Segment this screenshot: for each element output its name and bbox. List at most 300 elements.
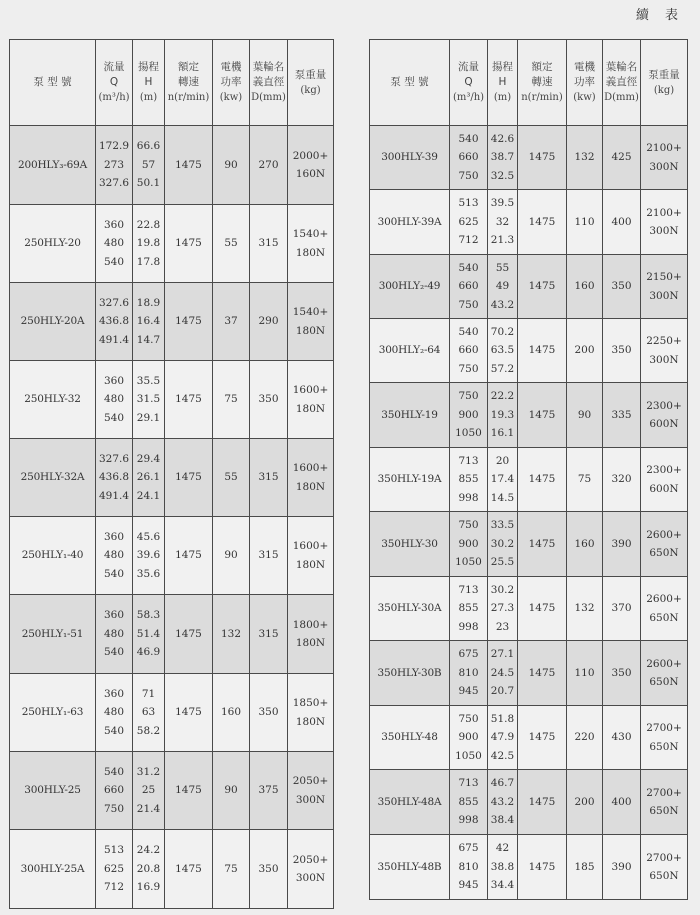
weight-value: 2300+	[646, 399, 682, 412]
head-cell	[133, 830, 165, 909]
weight-value: 300N	[649, 160, 679, 173]
flow-value: 750	[458, 298, 479, 311]
power-value: 90	[224, 549, 238, 562]
flow-value: 660	[458, 280, 479, 293]
weight-value: 160N	[295, 168, 326, 180]
weight-cell	[641, 448, 688, 512]
speed-value: 1475	[528, 215, 556, 228]
speed-value: 1475	[175, 627, 202, 640]
speed-cell	[518, 706, 567, 770]
pump-model-cell	[10, 517, 96, 595]
flow-value: 713	[458, 454, 479, 467]
power-cell	[567, 835, 603, 900]
impeller-cell	[250, 283, 288, 361]
weight-value: 180N	[295, 558, 326, 571]
pump-model: 300HLY₂-49	[378, 280, 441, 293]
pump-model-cell	[370, 512, 450, 577]
speed-value: 1475	[175, 158, 202, 171]
table-row	[370, 641, 688, 706]
power-cell	[567, 255, 603, 319]
flow-value: 998	[458, 814, 479, 827]
power-value: 200	[574, 795, 595, 808]
head-value: 71	[141, 687, 156, 700]
power-cell	[213, 439, 250, 517]
head-cell	[133, 283, 165, 361]
header-model-line: 泵 型 號	[390, 76, 429, 88]
flow-value: 491.4	[98, 489, 130, 502]
flow-value: 998	[458, 491, 479, 504]
speed-cell	[165, 283, 213, 361]
speed-value: 1475	[528, 795, 556, 808]
head-value: 26.1	[136, 471, 161, 484]
weight-cell	[641, 641, 688, 706]
impeller-cell	[250, 205, 288, 283]
flow-value: 712	[458, 234, 479, 247]
weight-value: 300N	[649, 289, 679, 302]
pump-model-cell	[370, 641, 450, 706]
speed-cell	[165, 126, 213, 205]
head-value: 21.3	[490, 234, 515, 247]
flow-value: 480	[103, 549, 125, 562]
header-speed-line: 轉速	[178, 76, 199, 88]
speed-cell	[165, 752, 213, 830]
flow-value: 172.9	[98, 140, 130, 153]
pump-model-cell	[10, 361, 96, 439]
header-weight	[641, 40, 688, 126]
impeller-value: 270	[258, 158, 279, 171]
power-value: 55	[224, 237, 238, 250]
head-cell	[488, 641, 518, 706]
head-value: 43.2	[490, 298, 515, 311]
pump-model-cell	[10, 830, 96, 909]
weight-cell	[288, 517, 334, 595]
header-power-line: 功率	[574, 76, 595, 88]
impeller-cell	[250, 439, 288, 517]
impeller-value: 350	[611, 666, 632, 679]
flow-value: 713	[458, 583, 479, 596]
weight-value: 180N	[295, 480, 326, 493]
speed-value: 1475	[528, 860, 556, 873]
header-speed-line: n(r/min)	[521, 92, 563, 103]
flow-cell	[450, 126, 488, 190]
table-row	[10, 205, 334, 283]
speed-value: 1475	[528, 151, 556, 164]
flow-value: 945	[458, 685, 479, 698]
head-value: 58.3	[136, 609, 161, 622]
impeller-cell	[250, 361, 288, 439]
flow-value: 1050	[455, 556, 482, 569]
table-row	[370, 512, 688, 577]
flow-value: 540	[103, 646, 125, 659]
head-value: 27.1	[490, 648, 515, 661]
speed-value: 1475	[175, 315, 202, 328]
head-value: 70.2	[490, 325, 515, 338]
speed-cell	[165, 205, 213, 283]
table-row	[370, 126, 688, 190]
table-row	[10, 361, 334, 439]
head-cell	[488, 383, 518, 448]
impeller-value: 290	[258, 315, 279, 328]
head-value: 38.7	[490, 151, 515, 164]
speed-value: 1475	[175, 237, 202, 250]
pump-model-cell	[370, 706, 450, 770]
pump-spec-table-left	[9, 39, 334, 909]
impeller-value: 315	[258, 549, 279, 562]
impeller-value: 315	[258, 237, 279, 250]
speed-value: 1475	[175, 549, 202, 562]
power-value: 160	[574, 280, 595, 293]
pump-spec-table-right	[369, 39, 688, 900]
pump-model: 300HLY-25A	[20, 862, 85, 875]
flow-value: 675	[458, 648, 479, 661]
flow-value: 360	[103, 530, 125, 543]
flow-value: 513	[458, 197, 479, 210]
weight-value: 180N	[295, 246, 326, 259]
head-value: 38.8	[490, 860, 515, 873]
weight-cell	[641, 126, 688, 190]
flow-value: 750	[458, 712, 479, 725]
pump-model: 350HLY-48B	[377, 860, 442, 873]
impeller-cell	[250, 830, 288, 909]
head-value: 32	[495, 215, 510, 228]
flow-value: 810	[458, 860, 479, 873]
header-power-line: 功率	[220, 76, 242, 88]
flow-value: 436.8	[98, 315, 130, 328]
impeller-value: 375	[258, 784, 279, 797]
power-cell	[213, 283, 250, 361]
weight-cell	[288, 595, 334, 674]
flow-value: 750	[458, 169, 479, 182]
speed-value: 1475	[175, 862, 202, 875]
weight-value: 2700+	[646, 786, 682, 799]
power-cell	[567, 641, 603, 706]
impeller-value: 425	[611, 151, 632, 164]
pump-model: 250HLY-32	[24, 393, 81, 406]
power-value: 160	[220, 706, 242, 719]
pump-model-cell	[10, 752, 96, 830]
flow-value: 675	[458, 842, 479, 855]
head-cell	[488, 319, 518, 383]
impeller-cell	[250, 752, 288, 830]
weight-cell	[641, 706, 688, 770]
impeller-value: 350	[258, 393, 279, 406]
power-cell	[213, 205, 250, 283]
head-value: 17.8	[136, 255, 161, 268]
head-cell	[133, 517, 165, 595]
impeller-cell	[250, 126, 288, 205]
weight-value: 2100+	[646, 142, 682, 154]
continued-label: 續 表	[635, 8, 684, 23]
speed-value: 1475	[528, 344, 556, 357]
flow-cell	[450, 706, 488, 770]
power-cell	[567, 706, 603, 770]
table-row	[370, 319, 688, 383]
power-cell	[213, 595, 250, 674]
flow-value: 360	[103, 374, 125, 387]
impeller-cell	[603, 512, 641, 577]
flow-cell	[96, 517, 133, 595]
impeller-cell	[250, 517, 288, 595]
flow-value: 436.8	[98, 471, 130, 484]
table-row	[370, 835, 688, 900]
head-value: 31.5	[136, 393, 161, 406]
impeller-value: 370	[611, 602, 632, 615]
flow-value: 900	[458, 731, 479, 744]
header-flow-line: (m³/h)	[452, 92, 485, 103]
power-value: 75	[577, 473, 592, 486]
power-cell	[567, 512, 603, 577]
head-value: 19.8	[136, 237, 161, 250]
weight-value: 2700+	[646, 851, 682, 864]
speed-value: 1475	[528, 408, 556, 421]
speed-cell	[518, 190, 567, 255]
weight-cell	[641, 577, 688, 641]
impeller-value: 430	[611, 731, 632, 744]
power-value: 75	[224, 862, 238, 875]
power-cell	[567, 383, 603, 448]
pump-model: 250HLY₁-63	[21, 706, 84, 719]
power-cell	[213, 517, 250, 595]
speed-cell	[518, 512, 567, 577]
impeller-cell	[603, 770, 641, 835]
flow-value: 540	[103, 765, 125, 778]
power-cell	[213, 126, 250, 205]
speed-value: 1475	[528, 280, 556, 293]
table-row	[10, 517, 334, 595]
weight-value: 2700+	[646, 722, 682, 734]
head-value: 23	[495, 620, 510, 633]
pump-model: 350HLY-19	[381, 408, 438, 421]
speed-value: 1475	[528, 537, 556, 550]
flow-cell	[96, 752, 133, 830]
flow-value: 945	[458, 879, 479, 892]
weight-value: 650N	[649, 805, 679, 817]
pump-model: 300HLY-39A	[377, 215, 442, 228]
head-value: 47.9	[490, 731, 515, 744]
flow-value: 855	[458, 602, 479, 615]
flow-value: 480	[103, 706, 125, 719]
header-head	[133, 40, 165, 126]
head-value: 21.4	[136, 802, 161, 815]
head-value: 27.3	[490, 602, 515, 615]
header-weight	[288, 40, 334, 126]
head-value: 49	[495, 280, 510, 293]
header-speed	[518, 40, 567, 126]
head-value: 57.2	[490, 362, 515, 375]
weight-value: 650N	[649, 676, 679, 688]
header-head-line: 揚程	[492, 61, 513, 73]
pump-model-cell	[370, 383, 450, 448]
head-value: 63	[141, 706, 156, 719]
head-value: 14.7	[136, 333, 161, 346]
impeller-value: 400	[611, 795, 632, 808]
flow-value: 327.6	[98, 452, 130, 465]
weight-cell	[288, 361, 334, 439]
flow-cell	[450, 512, 488, 577]
head-cell	[133, 126, 165, 205]
head-cell	[488, 448, 518, 512]
flow-cell	[96, 674, 133, 752]
head-cell	[133, 595, 165, 674]
weight-value: 2600+	[646, 593, 682, 605]
header-power	[567, 40, 603, 126]
flow-value: 750	[458, 519, 479, 532]
head-value: 43.2	[490, 795, 515, 808]
flow-cell	[96, 439, 133, 517]
flow-value: 660	[103, 784, 125, 797]
weight-value: 180N	[295, 715, 326, 728]
impeller-cell	[603, 448, 641, 512]
power-value: 110	[574, 215, 595, 228]
flow-value: 540	[458, 132, 479, 145]
head-value: 35.5	[136, 374, 161, 387]
header-head-line: 揚程	[138, 61, 159, 73]
power-value: 220	[574, 731, 595, 744]
flow-value: 513	[103, 844, 125, 857]
weight-cell	[641, 255, 688, 319]
speed-value: 1475	[528, 666, 556, 679]
impeller-value: 335	[611, 408, 632, 421]
header-flow-line: (m³/h)	[98, 92, 130, 103]
head-value: 22.8	[136, 218, 161, 231]
speed-cell	[518, 319, 567, 383]
impeller-cell	[603, 319, 641, 383]
power-value: 90	[577, 408, 592, 421]
weight-cell	[288, 830, 334, 909]
impeller-cell	[603, 126, 641, 190]
head-cell	[488, 835, 518, 900]
header-head-line: H	[144, 76, 153, 88]
flow-value: 712	[103, 881, 125, 894]
weight-cell	[641, 383, 688, 448]
head-value: 20.7	[490, 685, 515, 698]
power-cell	[213, 830, 250, 909]
header-impeller-line: 義直徑	[605, 76, 638, 88]
impeller-cell	[603, 641, 641, 706]
flow-value: 1050	[455, 427, 482, 440]
head-value: 31.2	[136, 765, 161, 778]
pump-model: 350HLY-30A	[377, 602, 442, 615]
speed-value: 1475	[175, 784, 202, 797]
weight-value: 300N	[295, 872, 326, 884]
header-flow	[450, 40, 488, 126]
header-impeller-line: D(mm)	[604, 92, 639, 103]
power-value: 160	[574, 537, 595, 550]
power-value: 110	[574, 666, 595, 679]
header-power	[213, 40, 250, 126]
weight-value: 600N	[649, 418, 679, 430]
weight-value: 1540+	[292, 228, 329, 240]
impeller-value: 390	[611, 860, 632, 873]
power-cell	[213, 752, 250, 830]
flow-cell	[450, 770, 488, 835]
flow-value: 480	[103, 393, 125, 406]
head-cell	[488, 770, 518, 835]
impeller-value: 400	[611, 215, 632, 228]
weight-value: 600N	[649, 482, 679, 495]
weight-cell	[288, 439, 334, 517]
flow-value: 491.4	[98, 333, 130, 346]
head-value: 32.5	[490, 169, 515, 182]
pump-model: 250HLY₁-51	[21, 627, 84, 640]
table-row	[370, 190, 688, 255]
head-value: 25	[141, 784, 156, 797]
weight-value: 1540+	[292, 306, 329, 318]
pump-model-cell	[10, 126, 96, 205]
table-row	[370, 255, 688, 319]
header-impeller	[603, 40, 641, 126]
flow-cell	[96, 205, 133, 283]
pump-model-cell	[10, 283, 96, 361]
header-speed	[165, 40, 213, 126]
head-value: 17.4	[490, 473, 515, 486]
flow-value: 273	[103, 158, 125, 171]
speed-value: 1475	[175, 393, 202, 406]
flow-value: 1050	[455, 749, 482, 762]
speed-cell	[165, 830, 213, 909]
power-cell	[567, 126, 603, 190]
head-value: 24.5	[490, 666, 515, 679]
pump-model-cell	[370, 577, 450, 641]
header-weight-line: (kg)	[300, 84, 321, 96]
pump-model: 350HLY-30	[381, 537, 438, 550]
flow-value: 750	[458, 390, 479, 403]
head-value: 20.8	[136, 862, 161, 875]
flow-value: 900	[458, 537, 479, 550]
flow-cell	[96, 595, 133, 674]
weight-value: 300N	[649, 225, 679, 237]
header-power-line: 電機	[220, 61, 242, 73]
flow-cell	[96, 126, 133, 205]
flow-value: 360	[103, 218, 125, 231]
head-cell	[488, 190, 518, 255]
head-value: 66.6	[136, 140, 161, 153]
header-flow-line: Q	[109, 76, 119, 88]
header-flow-line: Q	[464, 76, 473, 88]
head-cell	[488, 126, 518, 190]
head-cell	[133, 752, 165, 830]
head-cell	[488, 255, 518, 319]
weight-cell	[288, 283, 334, 361]
flow-value: 750	[458, 362, 479, 375]
table-row	[370, 770, 688, 835]
speed-cell	[518, 770, 567, 835]
power-cell	[213, 674, 250, 752]
flow-value: 900	[458, 408, 479, 421]
weight-cell	[641, 835, 688, 900]
impeller-cell	[603, 577, 641, 641]
weight-value: 180N	[295, 402, 326, 415]
weight-value: 2000+	[292, 149, 329, 162]
weight-cell	[641, 319, 688, 383]
table-row	[10, 595, 334, 674]
head-value: 18.9	[136, 296, 161, 309]
impeller-cell	[250, 674, 288, 752]
weight-value: 2100+	[646, 206, 682, 219]
pump-model-cell	[370, 190, 450, 255]
weight-cell	[641, 512, 688, 577]
speed-cell	[165, 439, 213, 517]
pump-model: 300HLY₂-64	[378, 344, 441, 357]
flow-value: 998	[458, 620, 479, 633]
head-value: 46.9	[136, 646, 161, 659]
table-row	[10, 126, 334, 205]
header-power-line: (kw)	[573, 92, 596, 103]
power-cell	[567, 577, 603, 641]
head-cell	[488, 512, 518, 577]
head-value: 50.1	[136, 177, 161, 190]
weight-cell	[288, 752, 334, 830]
